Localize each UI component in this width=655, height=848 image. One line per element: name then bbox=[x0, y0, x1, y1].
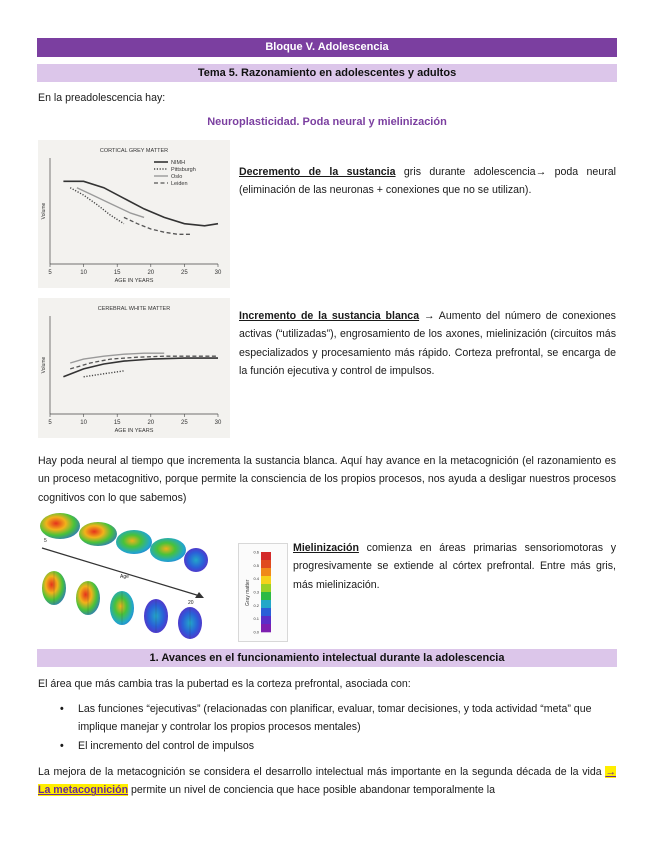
topic-title-band: Tema 5. Razonamiento en adolescentes y adultos bbox=[37, 64, 617, 82]
age-start-label: 5 bbox=[44, 538, 47, 544]
y-axis-label: Volume bbox=[41, 356, 47, 374]
myelination-text: comienza en áreas primarias sensoriomotoras y progresivamente se extiende al córtex prefrontal. Entre más gris, más mielinización. bbox=[293, 542, 616, 591]
brain-maturation-svg bbox=[38, 508, 208, 640]
closing-text-end: permite un nivel de conciencia que hace posible abandonar temporalmente la bbox=[128, 784, 495, 797]
closing-text-start: La mejora de la metacognición se considera el desarrollo intelectual más importante en la segunda década de la vida bbox=[38, 766, 606, 778]
colorbar-segment bbox=[261, 560, 271, 568]
white-matter-term: Incremento de la sustancia blanca bbox=[239, 310, 420, 322]
grey-matter-description bbox=[239, 163, 616, 200]
grey-matter-text: gris durante adolescencia→ poda neural (eliminación de las neuronas + conexiones que no se utilizan). bbox=[239, 166, 616, 197]
chart-title: CEREBRAL WHITE MATTER bbox=[97, 306, 171, 312]
colorbar-segment bbox=[261, 624, 271, 632]
colorbar-tick-label: 0.2 bbox=[253, 602, 259, 608]
myelination-description bbox=[293, 539, 616, 594]
colorbar-segment bbox=[261, 584, 271, 592]
brain-lateral-age5-icon bbox=[40, 513, 80, 539]
x-axis-label: AGE IN YEARS bbox=[114, 428, 154, 434]
colorbar-segment bbox=[261, 592, 271, 600]
series-line-oslo bbox=[77, 188, 144, 218]
series-line-nimh bbox=[63, 358, 218, 377]
x-tick-label: 5 bbox=[48, 420, 52, 426]
series-line-nimh bbox=[63, 181, 218, 226]
metacognition-highlight: → La metacognición bbox=[38, 766, 616, 797]
section-1-intro: El área que más cambia tras la pubertad es la corteza prefrontal, asociada con: bbox=[38, 678, 411, 690]
colorbar-segment bbox=[261, 616, 271, 624]
colorbar-tick-label: 0.4 bbox=[253, 576, 259, 582]
chart-title: CORTICAL GREY MATTER bbox=[99, 148, 169, 154]
colorbar-tick-label: 0.1 bbox=[253, 616, 259, 622]
myelination-term: Mielinización bbox=[293, 542, 359, 554]
x-tick-label: 30 bbox=[214, 420, 222, 426]
white-matter-chart bbox=[38, 298, 230, 438]
poda-paragraph: Hay poda neural al tiempo que incrementa la sustancia blanca. Aquí hay avance en la metacognición (el razonamiento es un proceso metacognitivo, porque permite la consciencia de los propios procesos, nos ayuda a desligar nuestros procesos cognitivos con lo que sabemos) bbox=[38, 455, 616, 504]
colorbar-tick-label: 0.5 bbox=[253, 562, 259, 568]
x-tick-label: 15 bbox=[113, 420, 121, 426]
x-tick-label: 10 bbox=[80, 420, 87, 426]
brain-maturation-figure bbox=[38, 508, 208, 640]
block-title-band: Bloque V. Adolescencia bbox=[37, 38, 617, 57]
colorbar-segment bbox=[261, 608, 271, 616]
white-matter-chart-svg bbox=[38, 298, 230, 438]
colorbar-segment bbox=[261, 576, 271, 584]
x-tick-label: 20 bbox=[147, 270, 155, 276]
list-item: • Las funciones “ejecutivas” (relacionadas con planificar, evaluar, tomar decisiones, y toda actividad “meta” que implique manejar y controlar los propios procesos mentales) bbox=[38, 700, 616, 737]
section-1-bullets bbox=[38, 700, 616, 755]
brain-lateral-age8-icon bbox=[79, 522, 117, 546]
legend-label: Pittsburgh bbox=[171, 167, 196, 173]
colorbar-segment bbox=[261, 600, 271, 608]
y-axis-label: Volume bbox=[41, 202, 47, 220]
grey-matter-chart-svg bbox=[38, 140, 230, 288]
brain-lateral-age14-icon bbox=[150, 538, 186, 562]
white-matter-description bbox=[239, 307, 616, 381]
legend-label: Leiden bbox=[171, 181, 188, 187]
legend-label: Oslo bbox=[171, 174, 183, 180]
brain-lateral-age11-icon bbox=[116, 530, 152, 554]
gray-matter-colorbar bbox=[238, 543, 288, 642]
colorbar-segment bbox=[261, 568, 271, 576]
colorbar-tick-label: 0.6 bbox=[253, 549, 259, 555]
age-axis-label: Age bbox=[120, 574, 129, 580]
colorbar-tick-label: 0.3 bbox=[253, 589, 259, 595]
x-tick-label: 25 bbox=[181, 420, 188, 426]
section-1-band: 1. Avances en el funcionamiento intelectual durante la adolescencia bbox=[37, 649, 617, 667]
intro-text: En la preadolescencia hay: bbox=[38, 92, 166, 104]
bullet-list bbox=[38, 700, 616, 755]
section-title: Neuroplasticidad. Poda neural y mielinización bbox=[207, 116, 447, 128]
x-tick-label: 20 bbox=[147, 420, 155, 426]
colorbar-label: Gray matter bbox=[245, 579, 251, 606]
age-end-label: 20 bbox=[188, 600, 194, 606]
series-line-pittsburgh bbox=[84, 371, 124, 377]
x-tick-label: 10 bbox=[80, 270, 87, 276]
x-tick-label: 30 bbox=[214, 270, 222, 276]
list-item: • El incremento del control de impulsos bbox=[38, 737, 616, 755]
x-tick-label: 15 bbox=[113, 270, 121, 276]
x-axis-label: AGE IN YEARS bbox=[114, 278, 154, 284]
grey-matter-term: Decremento de la sustancia bbox=[239, 166, 396, 178]
colorbar-tick-label: 0.0 bbox=[253, 629, 259, 635]
section-1-closing bbox=[38, 763, 616, 800]
white-matter-text: → Aumento del número de conexiones activas (“utilizadas”), engrosamiento de los axones, mielinización (circuitos más especializados y procesamiento más rápido. Corteza prefrontal, se encarga de la función ejecutiva y control de impulsos. bbox=[239, 310, 616, 378]
brain-lateral-age20-icon bbox=[184, 548, 208, 572]
x-tick-label: 5 bbox=[48, 270, 52, 276]
legend-label: NIMH bbox=[171, 160, 186, 166]
series-line-leiden bbox=[124, 217, 191, 234]
colorbar-svg bbox=[239, 544, 287, 641]
colorbar-segment bbox=[261, 552, 271, 560]
x-tick-label: 25 bbox=[181, 270, 188, 276]
grey-matter-chart bbox=[38, 140, 230, 288]
